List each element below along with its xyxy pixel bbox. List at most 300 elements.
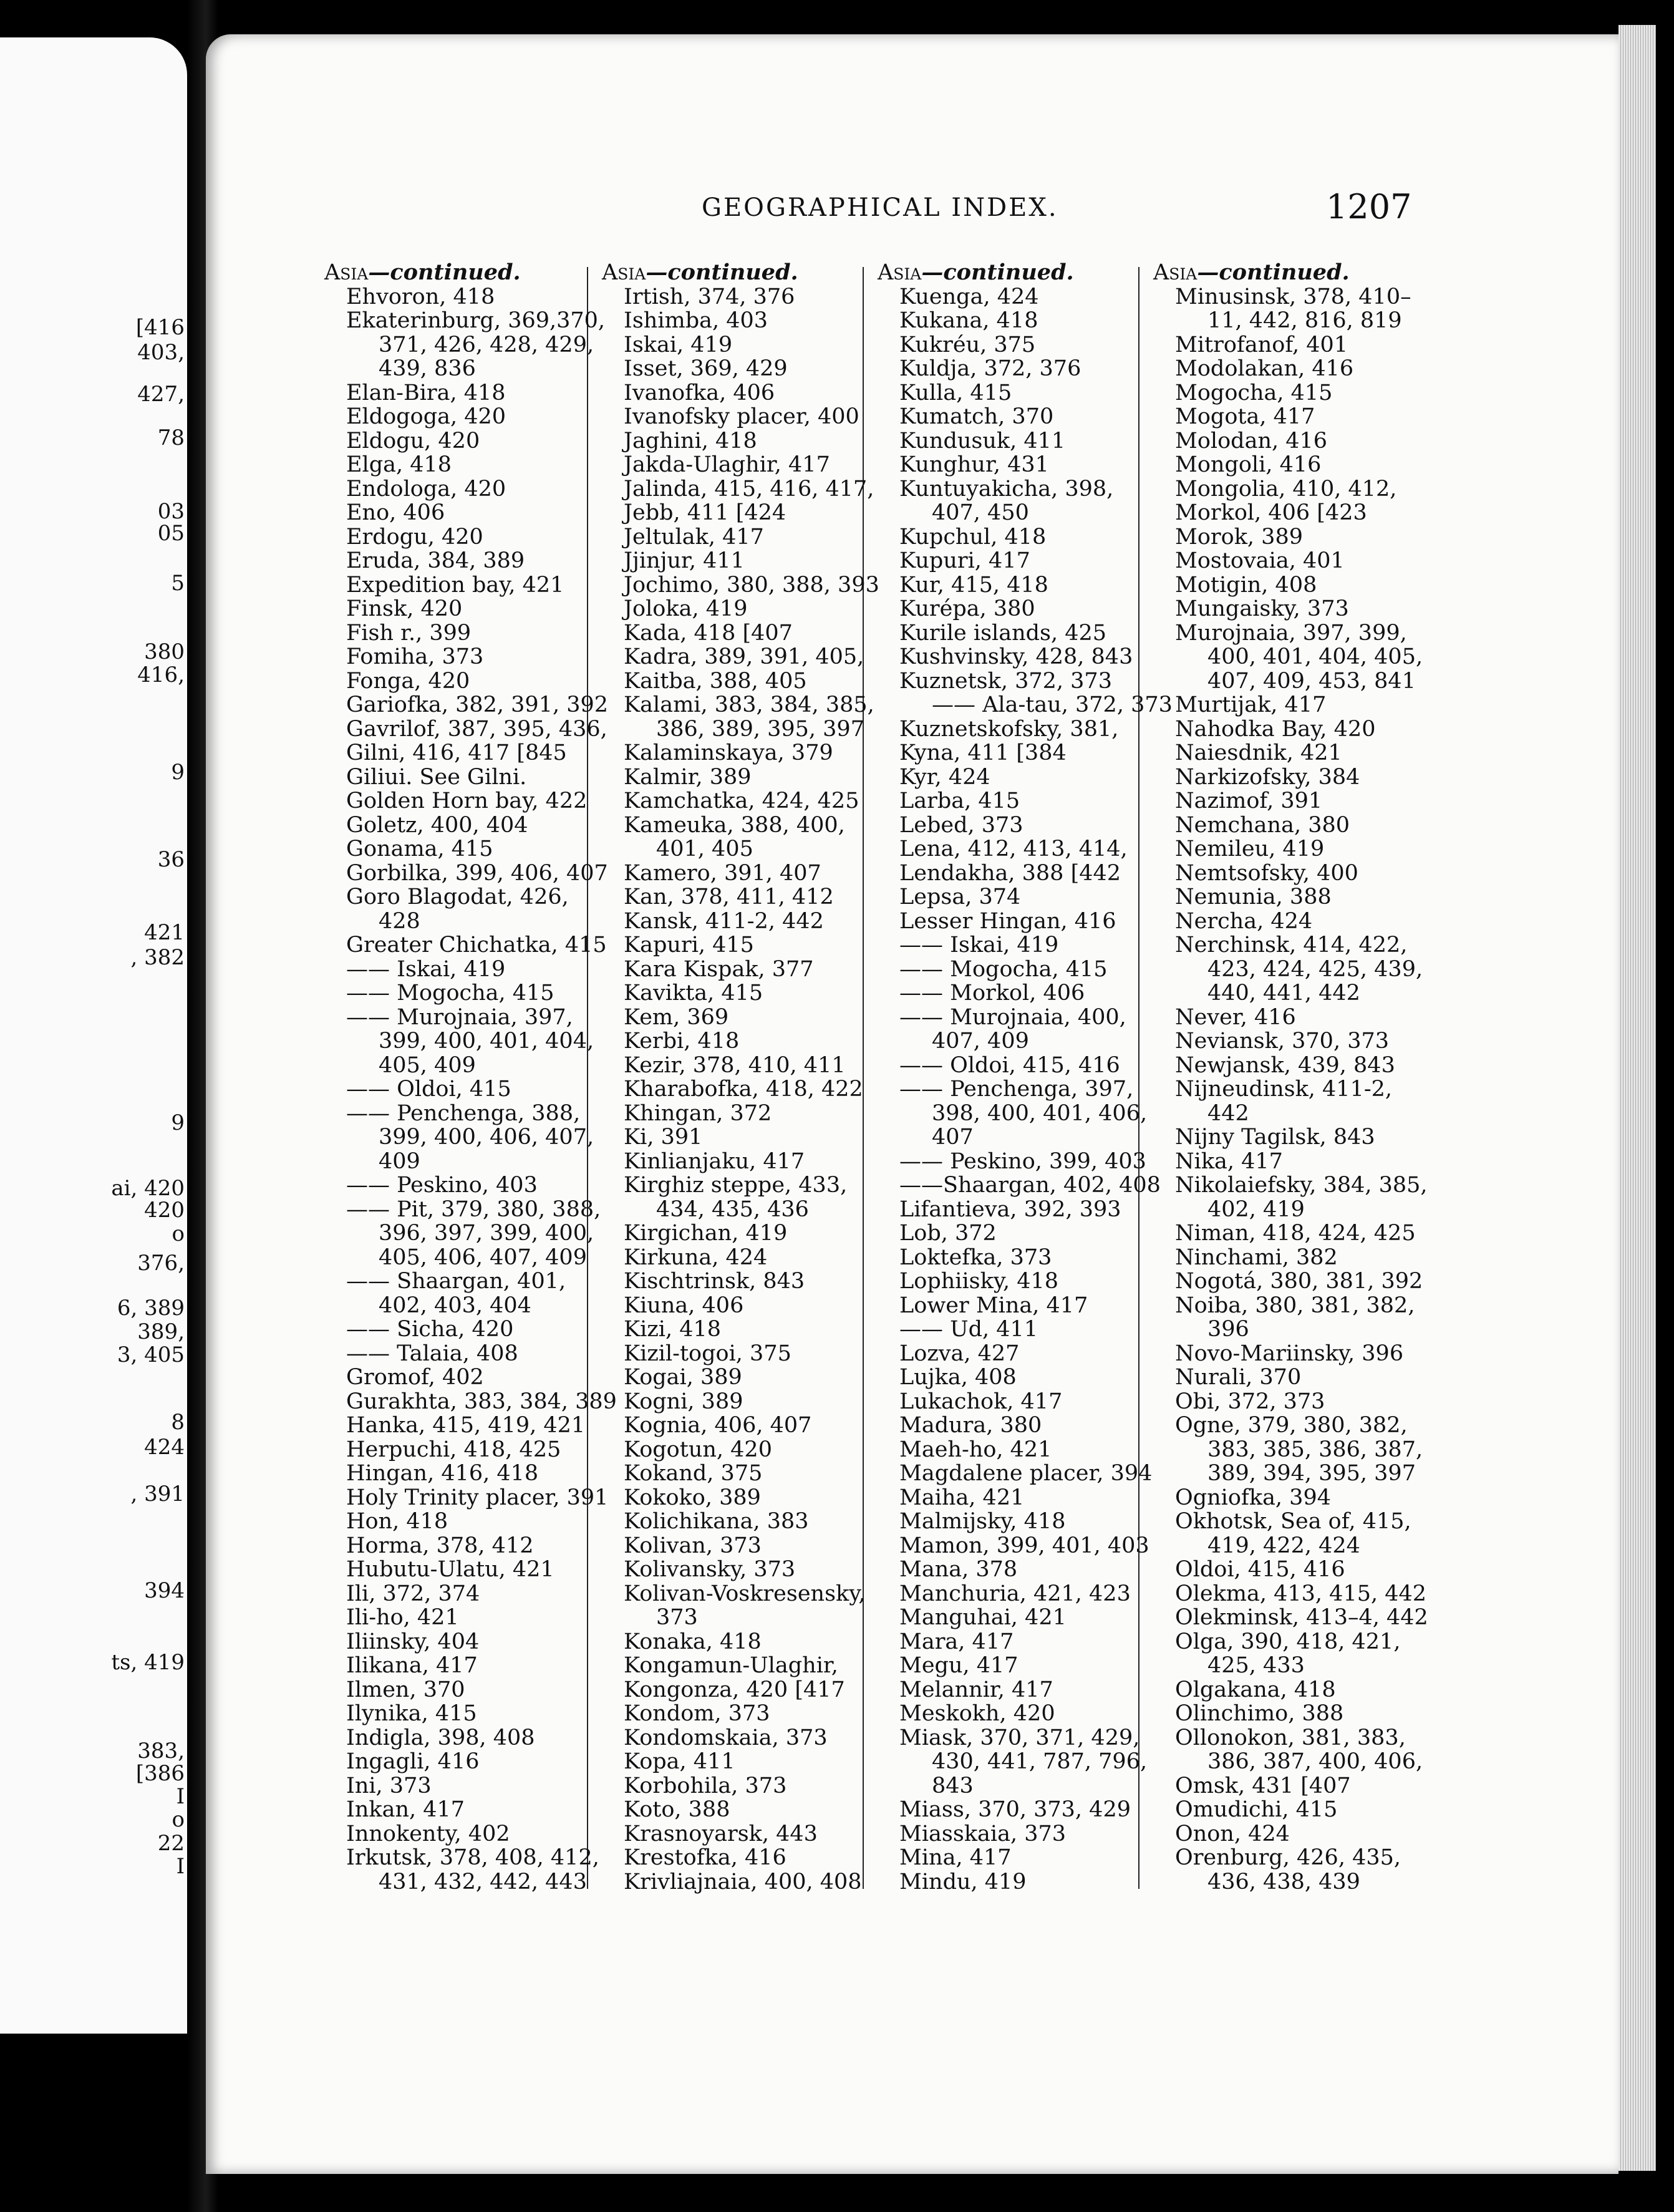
index-entry: Lophiisky, 418 xyxy=(899,1269,1058,1294)
index-entry: Nogotá, 380, 381, 392 xyxy=(1175,1269,1423,1294)
running-header: GEOGRAPHICAL INDEX. xyxy=(702,193,1058,222)
index-entry: Kokoko, 389 xyxy=(624,1485,761,1510)
index-entry: Gurakhta, 383, 384, 389 xyxy=(346,1389,617,1414)
index-entry-continuation: 439, 836 xyxy=(379,356,476,381)
index-entry: Kalmir, 389 xyxy=(624,764,752,790)
index-entry: Inkan, 417 xyxy=(346,1797,465,1822)
index-entry: Kundusuk, 411 xyxy=(899,428,1066,454)
index-entry: Lob, 372 xyxy=(899,1221,997,1246)
index-entry-continuation: 386, 389, 395, 397 xyxy=(656,716,864,742)
index-entry: Kupchul, 418 xyxy=(899,524,1047,550)
index-entry-continuation: 409 xyxy=(379,1148,420,1174)
index-entry: Kogai, 389 xyxy=(624,1365,742,1390)
index-entry: Morok, 389 xyxy=(1175,524,1303,550)
index-entry: Megu, 417 xyxy=(899,1653,1018,1678)
index-entry: Madura, 380 xyxy=(899,1413,1042,1438)
index-entry: Manguhai, 421 xyxy=(899,1605,1067,1630)
index-entry: Kaitba, 388, 405 xyxy=(624,668,807,694)
index-entry: Omudichi, 415 xyxy=(1175,1797,1338,1822)
index-entry-continuation: 434, 435, 436 xyxy=(656,1196,809,1222)
index-entry: Kulla, 415 xyxy=(899,380,1012,405)
index-entry-continuation: 11, 442, 816, 819 xyxy=(1207,308,1402,333)
index-entry: Ishimba, 403 xyxy=(624,308,768,333)
index-entry: Lozva, 427 xyxy=(899,1341,1020,1366)
index-entry: Mogota, 417 xyxy=(1175,404,1315,429)
index-entry: Lower Mina, 417 xyxy=(899,1293,1088,1318)
index-entry: Maiha, 421 xyxy=(899,1485,1025,1510)
facing-page-text: 389, xyxy=(137,1319,185,1344)
facing-page-text: 421 xyxy=(144,920,185,945)
index-entry: Kongonza, 420 [417 xyxy=(624,1677,845,1702)
index-entry: Eruda, 384, 389 xyxy=(346,548,525,573)
index-entry: Gorbilka, 399, 406, 407 xyxy=(346,860,608,886)
index-entry: Kalami, 383, 384, 385, xyxy=(624,692,874,717)
index-entry-continuation: 428 xyxy=(379,908,420,934)
index-entry: Khingan, 372 xyxy=(624,1100,772,1126)
index-entry: Miask, 370, 371, 429, xyxy=(899,1725,1140,1750)
index-entry: Kolivansky, 373 xyxy=(624,1557,796,1582)
index-entry: Konaka, 418 xyxy=(624,1629,762,1654)
index-entry: —— Oldoi, 415 xyxy=(346,1077,511,1102)
index-entry: —— Murojnaia, 400, xyxy=(899,1004,1126,1030)
index-entry: —— Talaia, 408 xyxy=(346,1341,518,1366)
index-entry: Kokand, 375 xyxy=(624,1461,763,1486)
facing-page-fragment xyxy=(0,37,187,2034)
index-entry: Manchuria, 421, 423 xyxy=(899,1581,1131,1606)
index-entry: Nijny Tagilsk, 843 xyxy=(1175,1125,1375,1150)
index-entry: Ki, 391 xyxy=(624,1125,703,1150)
page-edges xyxy=(1618,25,1656,2171)
index-entry: Oldoi, 415, 416 xyxy=(1175,1557,1345,1582)
index-entry: Larba, 415 xyxy=(899,788,1020,813)
index-entry: Kapuri, 415 xyxy=(624,933,754,958)
index-entry: Greater Chichatka, 415 xyxy=(346,933,607,958)
index-entry: Nika, 417 xyxy=(1175,1148,1283,1174)
heading-region: Asia xyxy=(1153,260,1197,285)
index-entry: Krasnoyarsk, 443 xyxy=(624,1821,818,1846)
index-entry: Olinchimo, 388 xyxy=(1175,1701,1344,1726)
index-entry: Eno, 406 xyxy=(346,500,445,525)
index-entry: Fonga, 420 xyxy=(346,668,470,694)
index-entry: Nemchana, 380 xyxy=(1175,812,1350,838)
index-entry-continuation: 440, 441, 442 xyxy=(1207,981,1360,1006)
index-entry: Nurali, 370 xyxy=(1175,1365,1302,1390)
index-column-1 xyxy=(324,260,617,1894)
facing-page-text: 5 xyxy=(171,571,185,596)
index-entry-continuation: 425, 433 xyxy=(1207,1653,1305,1678)
index-entry: Kogotun, 420 xyxy=(624,1437,772,1462)
index-entry: Mongoli, 416 xyxy=(1175,452,1322,477)
index-entry: Magdalene placer, 394 xyxy=(899,1461,1153,1486)
facing-page-text: 9 xyxy=(171,760,185,785)
index-entry: —— Peskino, 403 xyxy=(346,1173,538,1198)
facing-page-text: 420 xyxy=(144,1198,185,1223)
index-entry: Miasskaia, 373 xyxy=(899,1821,1067,1846)
index-entry: Hingan, 416, 418 xyxy=(346,1461,539,1486)
index-entry: —— Mogocha, 415 xyxy=(899,956,1108,982)
index-entry: —— Murojnaia, 397, xyxy=(346,1004,573,1030)
heading-continued: —continued. xyxy=(368,260,521,285)
index-entry: Eldogoga, 420 xyxy=(346,404,506,429)
index-entry: —— Peskino, 399, 403 xyxy=(899,1148,1146,1174)
index-entry: Mongolia, 410, 412, xyxy=(1175,476,1397,502)
facing-page-text: , 382 xyxy=(130,945,185,970)
index-entry: Lepsa, 374 xyxy=(899,885,1021,910)
facing-page-text: 78 xyxy=(157,425,185,450)
index-entry: Ninchami, 382 xyxy=(1175,1244,1338,1270)
index-entry: —— Morkol, 406 xyxy=(899,981,1085,1006)
index-entry: Elan-Bira, 418 xyxy=(346,380,506,405)
index-entry-continuation: 383, 385, 386, 387, xyxy=(1207,1437,1423,1462)
facing-page-text: 403, xyxy=(137,340,185,365)
index-entry: Mina, 417 xyxy=(899,1845,1012,1870)
index-entry-continuation: 396, 397, 399, 400, xyxy=(379,1221,594,1246)
index-entry: Kansk, 411-2, 442 xyxy=(624,908,824,934)
index-entry-continuation: 407, 409, 453, 841 xyxy=(1207,668,1416,694)
index-entry: Krivliajnaia, 400, 408 xyxy=(624,1869,862,1894)
index-column-4 xyxy=(1153,260,1428,1894)
index-entry: Molodan, 416 xyxy=(1175,428,1328,454)
facing-page-text: 6, 389 xyxy=(117,1296,185,1321)
index-entry: Nemileu, 419 xyxy=(1175,837,1325,861)
index-entry: Ilikana, 417 xyxy=(346,1653,478,1678)
index-entry: Kolichikana, 383 xyxy=(624,1509,809,1534)
index-entry: Kushvinsky, 428, 843 xyxy=(899,644,1133,669)
index-entry: —— Pit, 379, 380, 388, xyxy=(346,1196,601,1222)
index-entry: Mindu, 419 xyxy=(899,1869,1027,1894)
index-entry: Mitrofanof, 401 xyxy=(1175,332,1348,357)
index-entry: Gariofka, 382, 391, 392 xyxy=(346,692,609,717)
index-entry: Isset, 369, 429 xyxy=(624,356,788,381)
index-entry: Horma, 378, 412 xyxy=(346,1533,534,1558)
index-entry: Jaghini, 418 xyxy=(624,428,757,454)
heading-region: Asia xyxy=(602,260,646,285)
page-number: 1207 xyxy=(1326,187,1412,226)
heading-region: Asia xyxy=(324,260,369,285)
index-entry: Orenburg, 426, 435, xyxy=(1175,1845,1401,1870)
index-entry: Kan, 378, 411, 412 xyxy=(624,885,834,910)
index-entry: Ini, 373 xyxy=(346,1773,432,1798)
facing-page-text: 9 xyxy=(171,1110,185,1135)
index-entry: Jebb, 411 [424 xyxy=(624,500,786,525)
index-entry: Kolivan, 373 xyxy=(624,1533,762,1558)
index-entry: Kirgichan, 419 xyxy=(624,1221,788,1246)
index-entry-continuation: 407 xyxy=(932,1125,974,1150)
facing-page-text: 05 xyxy=(157,521,185,546)
index-entry: Naiesdnik, 421 xyxy=(1175,740,1342,765)
index-entry: Mana, 378 xyxy=(899,1557,1018,1582)
index-entry: Ekaterinburg, 369,370, xyxy=(346,308,606,333)
index-entry: Noiba, 380, 381, 382, xyxy=(1175,1293,1415,1318)
index-entry: Miass, 370, 373, 429 xyxy=(899,1797,1131,1822)
index-entry: Kogni, 389 xyxy=(624,1389,743,1414)
index-entry: Hanka, 415, 419, 421 xyxy=(346,1413,586,1438)
index-entry: Malmijsky, 418 xyxy=(899,1509,1066,1534)
index-entry: Kyr, 424 xyxy=(899,764,990,790)
index-entry: Goro Blagodat, 426, xyxy=(346,885,569,910)
index-entry: Gavrilof, 387, 395, 436, xyxy=(346,716,607,742)
index-entry: Kukana, 418 xyxy=(899,308,1038,333)
index-entry-continuation: 442 xyxy=(1207,1100,1249,1126)
index-entry: Kolivan-Voskresensky, xyxy=(624,1581,866,1606)
index-entry: Finsk, 420 xyxy=(346,596,463,621)
index-entry: Onon, 424 xyxy=(1175,1821,1290,1846)
index-entry: Olekminsk, 413–4, 442 xyxy=(1175,1605,1428,1630)
index-entry: Irkutsk, 378, 408, 412, xyxy=(346,1845,599,1870)
facing-page-text: 3, 405 xyxy=(117,1342,185,1367)
index-entry-continuation: 402, 403, 404 xyxy=(379,1293,531,1318)
index-entry: Jakda-Ulaghir, 417 xyxy=(624,452,830,477)
index-entry: Murtijak, 417 xyxy=(1175,692,1327,717)
column-heading xyxy=(602,261,879,285)
index-entry-continuation: 843 xyxy=(932,1773,974,1798)
index-entry: Irtish, 374, 376 xyxy=(624,284,795,309)
index-entry: Mungaisky, 373 xyxy=(1175,596,1349,621)
index-entry: Kiuna, 406 xyxy=(624,1293,744,1318)
index-entry-continuation: 407, 450 xyxy=(932,500,1029,525)
index-entry: Nijneudinsk, 411-2, xyxy=(1175,1077,1393,1102)
facing-page-text: 36 xyxy=(157,847,185,872)
facing-page-text: 8 xyxy=(171,1410,185,1435)
index-column-3 xyxy=(878,260,1173,1894)
index-entry: Kara Kispak, 377 xyxy=(624,956,814,982)
index-entry: —— Penchenga, 388, xyxy=(346,1100,581,1126)
index-entry: Ollonokon, 381, 383, xyxy=(1175,1725,1406,1750)
index-entry: Hubutu-Ulatu, 421 xyxy=(346,1557,554,1582)
index-entry: —— Sicha, 420 xyxy=(346,1317,514,1342)
index-entry: Ivanofsky placer, 400 xyxy=(624,404,859,429)
index-entry: Ogniofka, 394 xyxy=(1175,1485,1331,1510)
facing-page-text: 416, xyxy=(137,662,185,687)
index-entry: Kharabofka, 418, 422 xyxy=(624,1077,863,1102)
index-entry: Mamon, 399, 401, 403 xyxy=(899,1533,1149,1558)
index-entry: Nikolaiefsky, 384, 385, xyxy=(1175,1173,1428,1198)
index-entry: Kondom, 373 xyxy=(624,1701,770,1726)
index-entry: Morkol, 406 [423 xyxy=(1175,500,1367,525)
index-entry: Motigin, 408 xyxy=(1175,572,1317,598)
index-entry-continuation: 431, 432, 442, 443 xyxy=(379,1869,587,1894)
index-entry: Mara, 417 xyxy=(899,1629,1014,1654)
index-entry: Nazimof, 391 xyxy=(1175,788,1323,813)
index-entry: Kumatch, 370 xyxy=(899,404,1054,429)
index-entry: Kizi, 418 xyxy=(624,1317,722,1342)
facing-page-text: 394 xyxy=(144,1578,185,1603)
index-entry: Nemunia, 388 xyxy=(1175,885,1332,910)
index-entry: Krestofka, 416 xyxy=(624,1845,786,1870)
index-entry-continuation: 389, 394, 395, 397 xyxy=(1207,1461,1416,1486)
index-entry: Kukréu, 375 xyxy=(899,332,1036,357)
index-entry: Jeltulak, 417 xyxy=(624,524,764,550)
index-entry: Fish r., 399 xyxy=(346,620,472,646)
index-entry: —— Iskai, 419 xyxy=(346,956,506,982)
index-entry: Indigla, 398, 408 xyxy=(346,1725,535,1750)
index-entry: Okhotsk, Sea of, 415, xyxy=(1175,1509,1411,1534)
facing-page-text: , 391 xyxy=(130,1482,185,1506)
facing-page-text: I xyxy=(176,1854,185,1879)
index-entry-continuation: 405, 409 xyxy=(379,1052,476,1078)
index-entry: Ivanofka, 406 xyxy=(624,380,775,405)
index-entry-continuation: 386, 387, 400, 406, xyxy=(1207,1749,1423,1774)
facing-page-text: 03 xyxy=(157,499,185,524)
facing-page-text: ts, 419 xyxy=(111,1650,185,1675)
heading-continued: —continued. xyxy=(921,260,1074,285)
index-entry: Kirghiz steppe, 433, xyxy=(624,1173,848,1198)
index-entry: Maeh-ho, 421 xyxy=(899,1437,1052,1462)
facing-page-text: ai, 420 xyxy=(111,1176,185,1201)
index-entry: Kizil-togoi, 375 xyxy=(624,1341,791,1366)
index-entry: Kadra, 389, 391, 405, xyxy=(624,644,864,669)
heading-region: Asia xyxy=(878,260,922,285)
index-entry: Lifantieva, 392, 393 xyxy=(899,1196,1121,1222)
index-entry: Nerchinsk, 414, 422, xyxy=(1175,933,1408,958)
index-entry: Kinlianjaku, 417 xyxy=(624,1148,805,1174)
index-entry: Kuldja, 372, 376 xyxy=(899,356,1081,381)
index-entry: Kunghur, 431 xyxy=(899,452,1049,477)
index-entry: Endologa, 420 xyxy=(346,476,506,502)
facing-page-text: I xyxy=(176,1784,185,1809)
index-entry: Ingagli, 416 xyxy=(346,1749,480,1774)
index-entry: Mostovaia, 401 xyxy=(1175,548,1345,573)
index-entry: Kezir, 378, 410, 411 xyxy=(624,1052,846,1078)
index-entry: Kurépa, 380 xyxy=(899,596,1035,621)
index-entry: Kur, 415, 418 xyxy=(899,572,1048,598)
index-entry: —— Oldoi, 415, 416 xyxy=(899,1052,1120,1078)
index-entry: Jjinjur, 411 xyxy=(624,548,745,573)
index-entry: ——Shaargan, 402, 408 xyxy=(899,1173,1161,1198)
index-entry: Lebed, 373 xyxy=(899,812,1023,838)
index-entry: Nercha, 424 xyxy=(1175,908,1313,934)
index-entry: Jochimo, 380, 388, 393 xyxy=(624,572,879,598)
index-entry: Erdogu, 420 xyxy=(346,524,483,550)
index-entry: Eldogu, 420 xyxy=(346,428,480,454)
index-entry: Fomiha, 373 xyxy=(346,644,484,669)
index-entry-continuation: 419, 422, 424 xyxy=(1207,1533,1360,1558)
index-entry-continuation: 407, 409 xyxy=(932,1029,1029,1054)
index-entry: —— Shaargan, 401, xyxy=(346,1269,566,1294)
index-entry: Lukachok, 417 xyxy=(899,1389,1063,1414)
facing-page-text: o xyxy=(172,1221,185,1246)
index-entry: Kischtrinsk, 843 xyxy=(624,1269,805,1294)
index-entry: Kerbi, 418 xyxy=(624,1029,740,1054)
index-entry: Murojnaia, 397, 399, xyxy=(1175,620,1407,646)
index-entry: Melannir, 417 xyxy=(899,1677,1053,1702)
index-entry: Gromof, 402 xyxy=(346,1365,484,1390)
index-entry: Giliui. See Gilni. xyxy=(346,764,527,790)
index-entry: Gonama, 415 xyxy=(346,837,493,861)
index-entry: Never, 416 xyxy=(1175,1004,1296,1030)
index-entry: Joloka, 419 xyxy=(624,596,748,621)
index-entry: Koto, 388 xyxy=(624,1797,730,1822)
index-entry: Novo-Mariinsky, 396 xyxy=(1175,1341,1404,1366)
index-entry-continuation: 405, 406, 407, 409 xyxy=(379,1244,587,1270)
index-entry: Narkizofsky, 384 xyxy=(1175,764,1360,790)
column-heading xyxy=(878,261,1173,285)
index-entry: Lujka, 408 xyxy=(899,1365,1017,1390)
index-entry: Newjansk, 439, 843 xyxy=(1175,1052,1395,1078)
index-entry: Ogne, 379, 380, 382, xyxy=(1175,1413,1408,1438)
index-entry: Expedition bay, 421 xyxy=(346,572,564,598)
index-entry: —— Penchenga, 397, xyxy=(899,1077,1134,1102)
index-entry: Kongamun-Ulaghir, xyxy=(624,1653,838,1678)
index-entry-continuation: 436, 438, 439 xyxy=(1207,1869,1360,1894)
index-entry: Kognia, 406, 407 xyxy=(624,1413,812,1438)
index-entry-continuation: 399, 400, 401, 404, xyxy=(379,1029,594,1054)
index-entry: Ilynika, 415 xyxy=(346,1701,477,1726)
index-entry: Korbohila, 373 xyxy=(624,1773,787,1798)
facing-page-text: o xyxy=(172,1807,185,1832)
index-entry: Olga, 390, 418, 421, xyxy=(1175,1629,1401,1654)
index-entry: Ilmen, 370 xyxy=(346,1677,465,1702)
index-entry: Kavikta, 415 xyxy=(624,981,763,1006)
column-heading xyxy=(1153,261,1428,285)
index-entry: Kuznetsk, 372, 373 xyxy=(899,668,1112,694)
index-entry-continuation: 423, 424, 425, 439, xyxy=(1207,956,1423,982)
index-entry: Iskai, 419 xyxy=(624,332,733,357)
index-entry: Kamchatka, 424, 425 xyxy=(624,788,859,813)
index-entry: Kuntuyakicha, 398, xyxy=(899,476,1114,502)
facing-page-text: [386 xyxy=(135,1761,185,1786)
index-entry: Innokenty, 402 xyxy=(346,1821,510,1846)
index-entry: Ili, 372, 374 xyxy=(346,1581,480,1606)
index-entry: Hon, 418 xyxy=(346,1509,448,1534)
index-entry-continuation: 402, 419 xyxy=(1207,1196,1305,1222)
index-entry: Golden Horn bay, 422 xyxy=(346,788,588,813)
index-entry: Neviansk, 370, 373 xyxy=(1175,1029,1389,1054)
index-entry: Kondomskaia, 373 xyxy=(624,1725,828,1750)
index-entry: Kurile islands, 425 xyxy=(899,620,1107,646)
index-entry: Obi, 372, 373 xyxy=(1175,1389,1325,1414)
index-entry: Kirkuna, 424 xyxy=(624,1244,768,1270)
column-heading xyxy=(324,261,617,285)
heading-continued: —continued. xyxy=(646,260,798,285)
facing-page-text: 22 xyxy=(157,1831,185,1856)
facing-page-text: [416 xyxy=(135,315,185,340)
index-entry: Nahodka Bay, 420 xyxy=(1175,716,1376,742)
index-entry: Holy Trinity placer, 391 xyxy=(346,1485,609,1510)
index-entry-continuation: 371, 426, 428, 429, xyxy=(379,332,594,357)
index-entry: Jalinda, 415, 416, 417, xyxy=(624,476,874,502)
index-entry: Olekma, 413, 415, 442 xyxy=(1175,1581,1427,1606)
index-entry: Kupuri, 417 xyxy=(899,548,1030,573)
index-entry: Kem, 369 xyxy=(624,1004,729,1030)
index-column-2 xyxy=(602,260,879,1894)
index-entry: Kameuka, 388, 400, xyxy=(624,812,845,838)
index-entry-continuation: 399, 400, 406, 407, xyxy=(379,1125,594,1150)
index-entry: Kopa, 411 xyxy=(624,1749,735,1774)
index-entry: Modolakan, 416 xyxy=(1175,356,1354,381)
index-entry: —— Iskai, 419 xyxy=(899,933,1059,958)
index-entry: Lesser Hingan, 416 xyxy=(899,908,1116,934)
index-entry: Ili-ho, 421 xyxy=(346,1605,459,1630)
index-entry: Kada, 418 [407 xyxy=(624,620,793,646)
index-entry: Omsk, 431 [407 xyxy=(1175,1773,1351,1798)
facing-page-text: 383, xyxy=(137,1739,185,1763)
index-entry: Meskokh, 420 xyxy=(899,1701,1055,1726)
index-entry: Loktefka, 373 xyxy=(899,1244,1052,1270)
index-entry: Olgakana, 418 xyxy=(1175,1677,1336,1702)
index-entry: Nemtsofsky, 400 xyxy=(1175,860,1358,886)
index-entry: Kyna, 411 [384 xyxy=(899,740,1067,765)
heading-continued: —continued. xyxy=(1197,260,1350,285)
index-entry-continuation: 398, 400, 401, 406, xyxy=(932,1100,1148,1126)
index-entry-continuation: 373 xyxy=(656,1605,698,1630)
index-entry: Kuznetskofsky, 381, xyxy=(899,716,1119,742)
index-entry: Niman, 418, 424, 425 xyxy=(1175,1221,1416,1246)
index-entry: Lendakha, 388 [442 xyxy=(899,860,1121,886)
index-entry: Elga, 418 xyxy=(346,452,452,477)
index-entry: —— Mogocha, 415 xyxy=(346,981,554,1006)
index-entry: —— Ud, 411 xyxy=(899,1317,1038,1342)
